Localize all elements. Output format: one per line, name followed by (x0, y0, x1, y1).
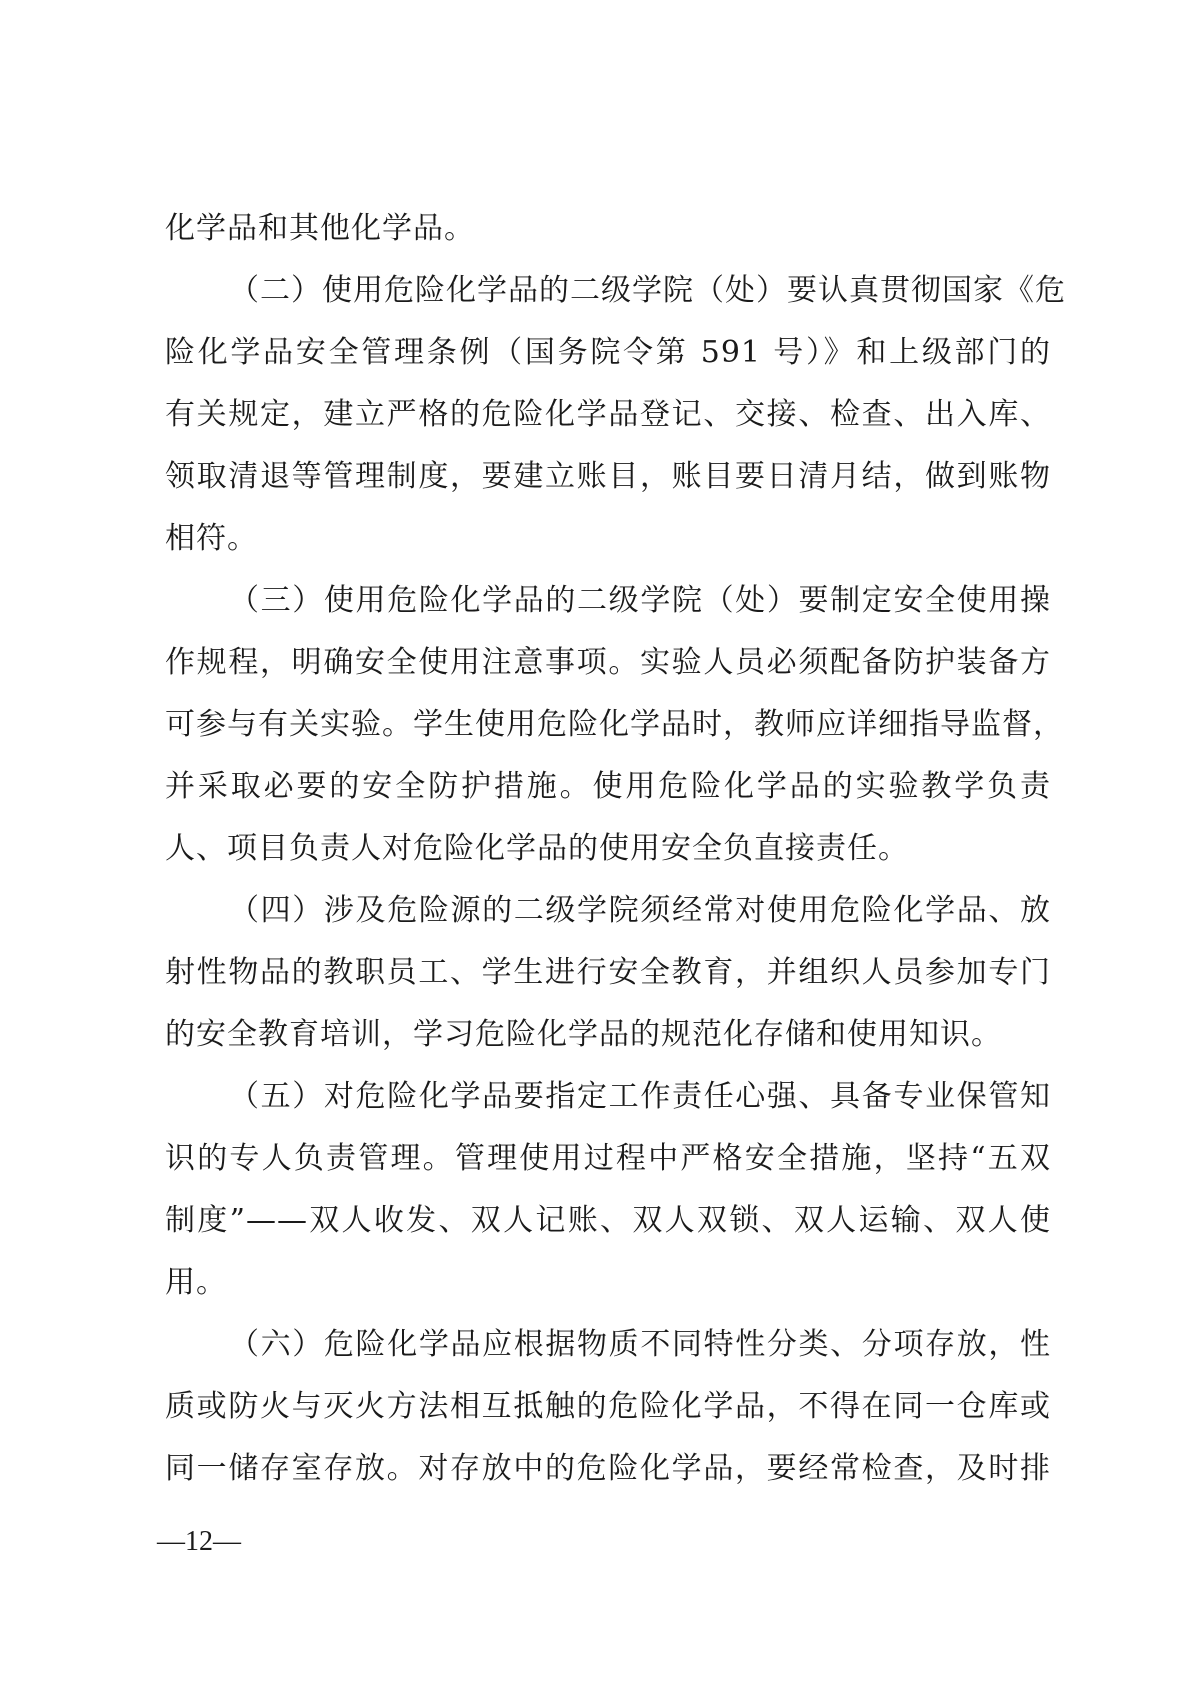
paragraph-continuation (165, 198, 1051, 260)
text-line: 领取清退等管理制度，要建立账目，账目要日清月结，做到账物 (165, 459, 1051, 494)
text-line: 用。 (165, 1265, 227, 1300)
text-line: 可参与有关实验。学生使用危险化学品时，教师应详细指导监督， (165, 707, 1064, 742)
text-line: 识的专人负责管理。管理使用过程中严格安全措施，坚持“五双 (165, 1141, 1051, 1176)
paragraph-item-4 (165, 880, 1051, 1066)
text-line: （六）危险化学品应根据物质不同特性分类、分项存放，性 (229, 1327, 1051, 1362)
text-line: 的安全教育培训，学习危险化学品的规范化存储和使用知识。 (165, 1017, 1002, 1052)
page-number: —12— (157, 1526, 241, 1557)
text-line: 质或防火与灭火方法相互抵触的危险化学品，不得在同一仓库或 (165, 1389, 1051, 1424)
text-line: （五）对危险化学品要指定工作责任心强、具备专业保管知 (229, 1079, 1051, 1114)
text-line: 化学品和其他化学品。 (165, 211, 475, 246)
text-line: 相符。 (165, 521, 258, 556)
text-line: 作规程，明确安全使用注意事项。实验人员必须配备防护装备方 (165, 645, 1051, 680)
paragraph-item-5 (165, 1066, 1051, 1314)
document-body (165, 198, 1066, 1500)
text-line: （四）涉及危险源的二级学院须经常对使用危险化学品、放 (229, 893, 1051, 928)
text-line: 制度”——双人收发、双人记账、双人双锁、双人运输、双人使 (165, 1203, 1051, 1238)
text-line: 有关规定，建立严格的危险化学品登记、交接、检查、出入库、 (165, 397, 1051, 432)
text-line: 人、项目负责人对危险化学品的使用安全负直接责任。 (165, 831, 909, 866)
text-line: 并采取必要的安全防护措施。使用危险化学品的实验教学负责 (165, 769, 1051, 804)
paragraph-item-3 (165, 570, 1064, 880)
text-line: （三）使用危险化学品的二级学院（处）要制定安全使用操 (229, 583, 1051, 618)
text-line: 险化学品安全管理条例（国务院令第 591 号）》和上级部门的 (165, 335, 1051, 370)
text-line: （二）使用危险化学品的二级学院（处）要认真贯彻国家《危 (229, 273, 1066, 308)
text-line: 同一储存室存放。对存放中的危险化学品，要经常检查，及时排 (165, 1451, 1051, 1486)
paragraph-item-2 (165, 260, 1066, 570)
text-line: 射性物品的教职员工、学生进行安全教育，并组织人员参加专门 (165, 955, 1051, 990)
paragraph-item-6 (165, 1314, 1051, 1500)
